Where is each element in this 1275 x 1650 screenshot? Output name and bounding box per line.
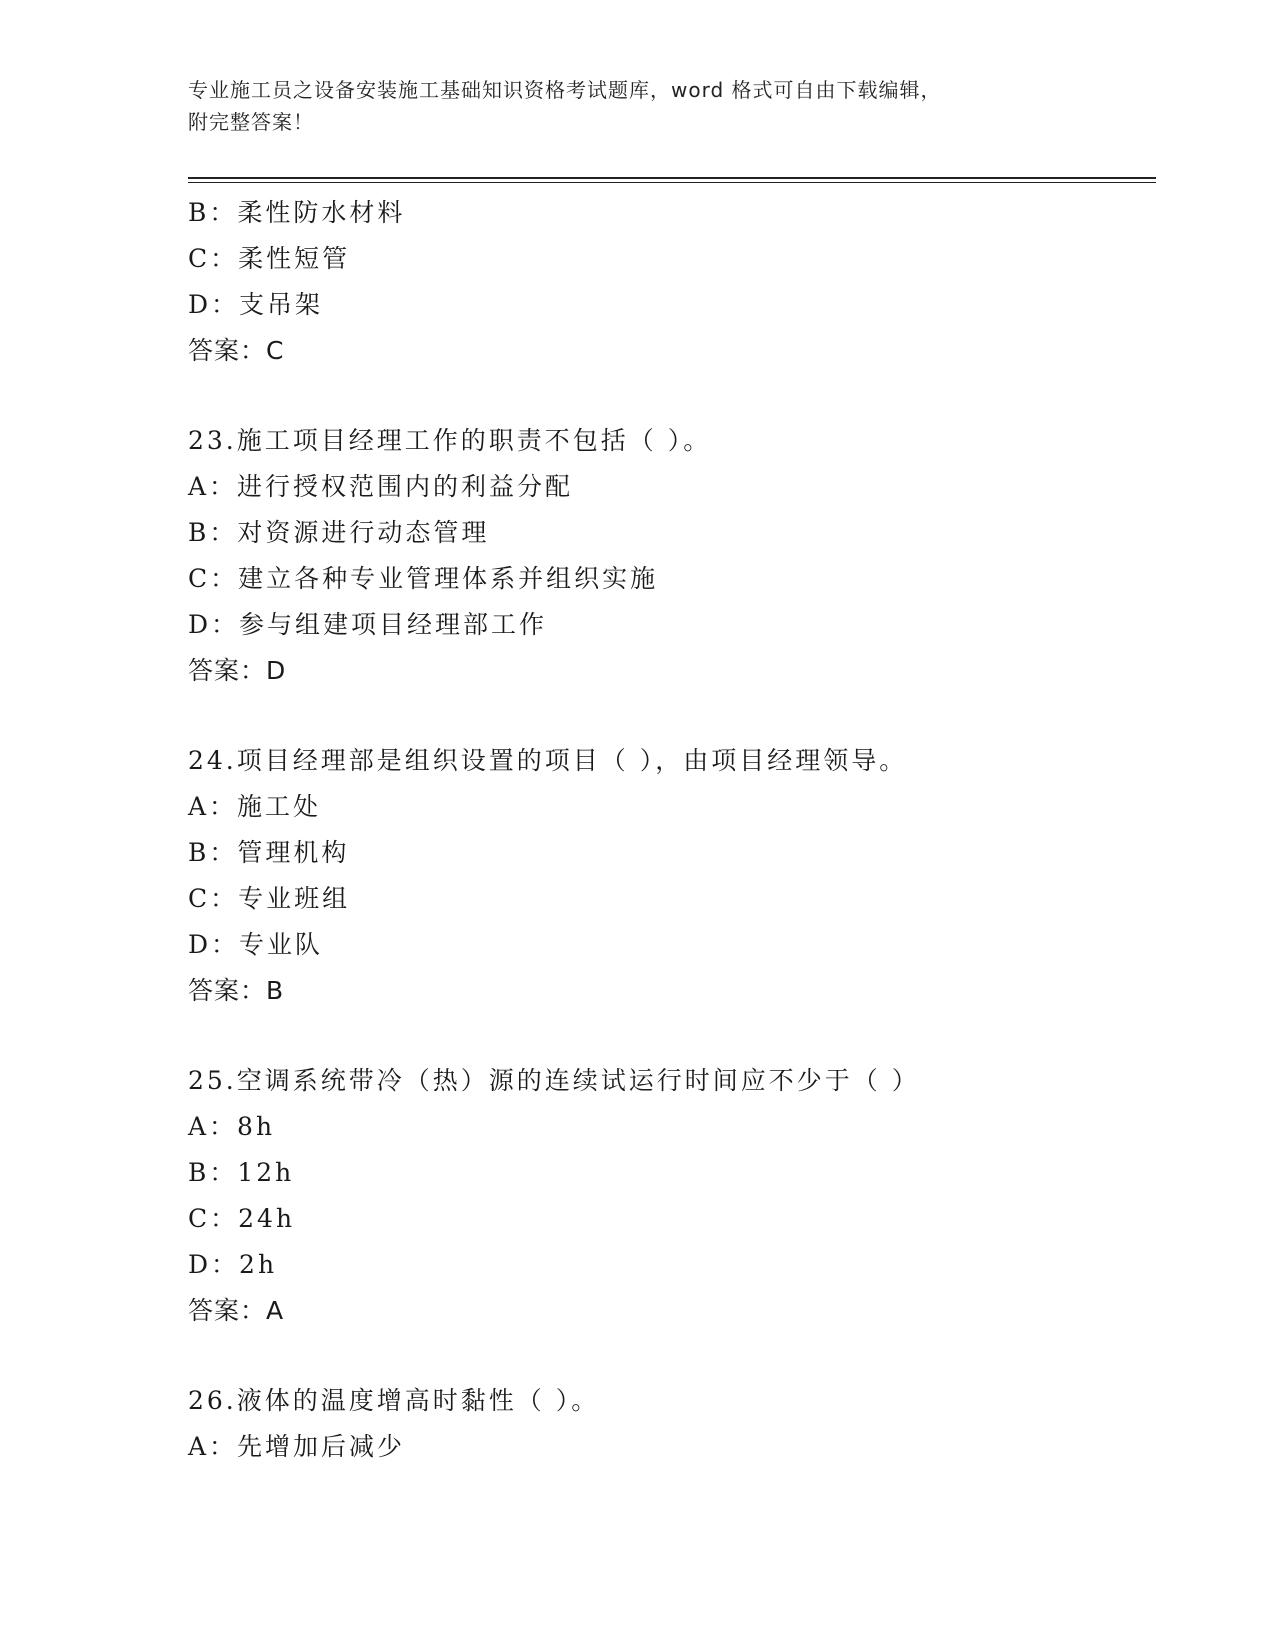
answer-line: 答案：C <box>188 336 285 365</box>
document-header <box>188 74 1068 138</box>
question-26 <box>188 1378 1148 1470</box>
option-d: D：支吊架 <box>188 290 324 319</box>
option-d: D：2h <box>188 1250 278 1279</box>
question-22-continued <box>188 190 1148 374</box>
option-c: C：24h <box>188 1204 296 1233</box>
option-a: A：8h <box>188 1112 276 1141</box>
question-stem: 26.液体的温度增高时黏性（ ）。 <box>188 1386 600 1415</box>
question-24 <box>188 738 1148 1014</box>
option-c: C：柔性短管 <box>188 244 351 273</box>
header-line-2: 附完整答案！ <box>188 110 314 134</box>
answer-line: 答案：A <box>188 1296 285 1325</box>
header-line-1: 专业施工员之设备安装施工基础知识资格考试题库，word 格式可自由下载编辑， <box>188 78 942 102</box>
option-a: A：进行授权范围内的利益分配 <box>188 472 574 501</box>
option-c: C：专业班组 <box>188 884 351 913</box>
answer-line: 答案：B <box>188 976 285 1005</box>
header-rule-thin <box>188 182 1156 183</box>
option-a: A：施工处 <box>188 792 322 821</box>
header-rule-thick <box>188 177 1156 179</box>
option-b: B：管理机构 <box>188 838 350 867</box>
question-list <box>188 190 1148 1470</box>
answer-line: 答案：D <box>188 656 287 685</box>
option-d: D：专业队 <box>188 930 324 959</box>
option-c: C：建立各种专业管理体系并组织实施 <box>188 564 659 593</box>
question-stem: 24.项目经理部是组织设置的项目（ ），由项目经理领导。 <box>188 746 908 775</box>
option-d: D：参与组建项目经理部工作 <box>188 610 548 639</box>
option-b: B：柔性防水材料 <box>188 198 406 227</box>
question-stem: 25.空调系统带冷（热）源的连续试运行时间应不少于（ ） <box>188 1066 920 1095</box>
option-b: B：对资源进行动态管理 <box>188 518 490 547</box>
question-stem: 23.施工项目经理工作的职责不包括（ ）。 <box>188 426 712 455</box>
question-25 <box>188 1058 1148 1334</box>
option-b: B：12h <box>188 1158 295 1187</box>
question-23 <box>188 418 1148 694</box>
option-a: A：先增加后减少 <box>188 1432 406 1461</box>
